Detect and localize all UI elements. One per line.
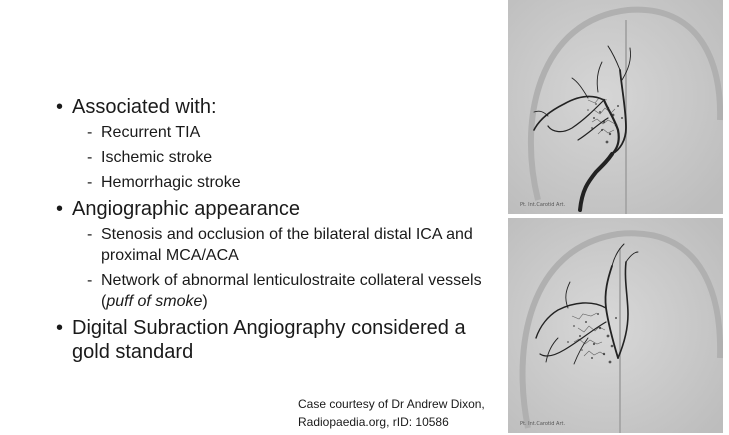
angiogram-bottom-image	[508, 218, 723, 433]
bullet-associated-with: • Associated with:	[56, 95, 486, 119]
sub-bullet-stenosis: - Stenosis and occlusion of the bilateral distal ICA and proximal MCA/ACA	[56, 224, 486, 266]
sub-bullet-ischemic-stroke: - Ischemic stroke	[56, 147, 486, 168]
bullet-list	[56, 95, 486, 364]
angiogram-top-image	[508, 0, 723, 214]
sub-bullet-recurrent-tia: - Recurrent TIA	[56, 122, 486, 143]
bullet-dsa-gold-standard: • Digital Subraction Angiography considered a gold standard	[56, 316, 486, 364]
sub-bullet-collateral-network	[56, 270, 486, 312]
bullet-angiographic-appearance: • Angiographic appearance	[56, 197, 486, 221]
watermark-bottom: Pt. Int.Carotid Art.	[520, 421, 566, 427]
sub-bullet-collateral-text: Network of abnormal lenticulostraite collateral vessels (puff of smoke)	[101, 272, 482, 310]
sub-bullet-hemorrhagic-stroke: - Hemorrhagic stroke	[56, 172, 486, 193]
caption-line-1: Case courtesy of Dr Andrew Dixon,	[298, 397, 485, 411]
watermark-top: Pt. Int.Carotid Art.	[520, 202, 566, 208]
caption-line-2: Radiopaedia.org, rID: 10586	[298, 415, 449, 429]
image-credit-caption	[298, 395, 508, 431]
